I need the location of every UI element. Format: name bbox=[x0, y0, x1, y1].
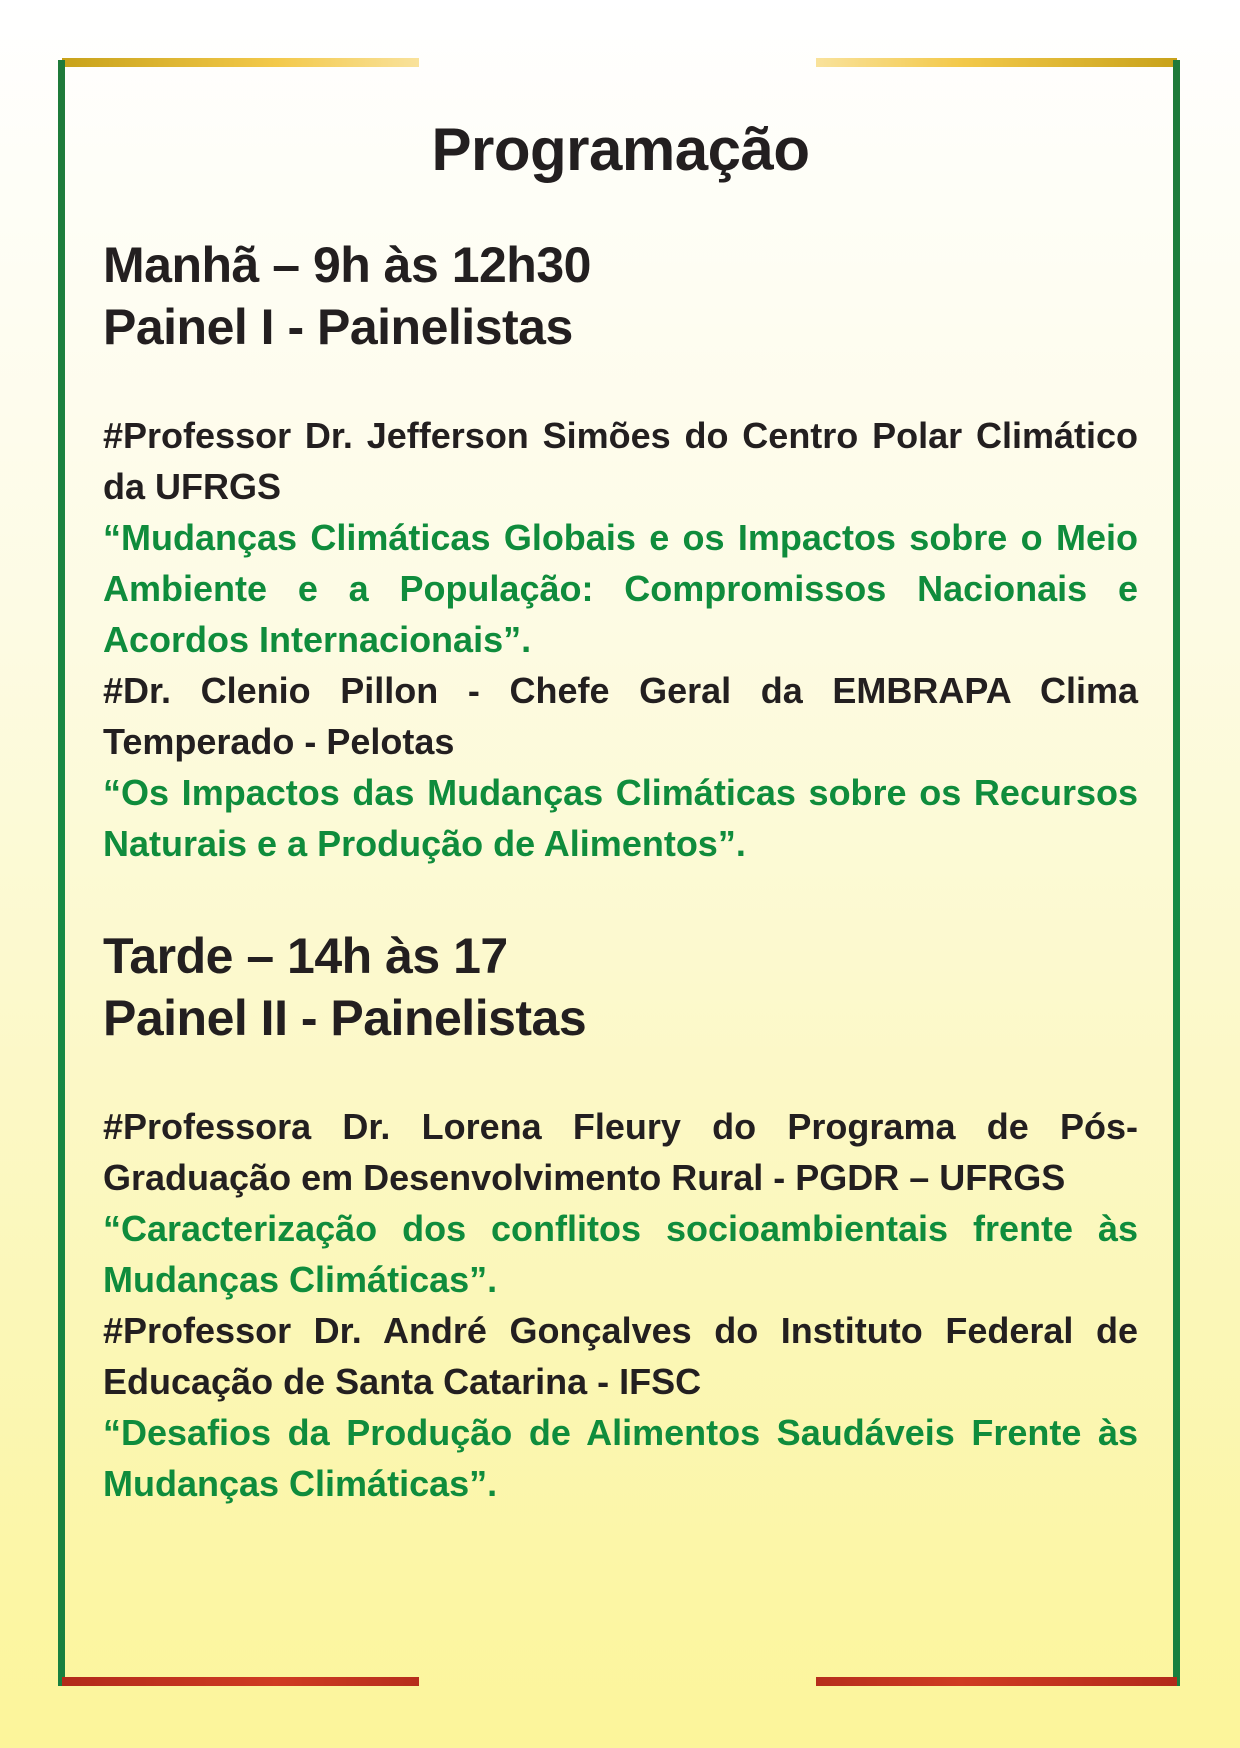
program-content bbox=[103, 108, 1138, 1509]
afternoon-panel: Painel II - Painelistas bbox=[103, 990, 587, 1046]
frame-left-border bbox=[58, 60, 65, 1686]
morning-time: Manhã – 9h às 12h30 bbox=[103, 237, 591, 293]
frame-top-right-bar bbox=[816, 58, 1177, 67]
morning-panel: Painel I - Painelistas bbox=[103, 299, 573, 355]
afternoon-speakers bbox=[103, 1101, 1138, 1509]
speaker-entry: #Professor Dr. Jefferson Simões do Centro Polar Climático da UFRGS bbox=[103, 415, 1138, 507]
afternoon-time: Tarde – 14h às 17 bbox=[103, 928, 508, 984]
talk-title: “Caracterização dos conflitos socioambientais frente às Mudanças Climáticas”. bbox=[103, 1208, 1138, 1300]
frame-bottom-right-bar bbox=[816, 1677, 1177, 1686]
afternoon-session bbox=[103, 925, 1138, 1509]
talk-title: “Mudanças Climáticas Globais e os Impactos sobre o Meio Ambiente e a População: Compromissos Nacionais e Acordos Internacionais”. bbox=[103, 517, 1138, 660]
frame-top-left-bar bbox=[62, 58, 419, 67]
page-title: Programação bbox=[431, 116, 810, 183]
frame-bottom-left-bar bbox=[62, 1677, 419, 1686]
speaker-entry: #Professora Dr. Lorena Fleury do Programa de Pós-Graduação em Desenvolvimento Rural - PGDR – UFRGS bbox=[103, 1106, 1138, 1198]
speaker-entry: #Professor Dr. André Gonçalves do Instituto Federal de Educação de Santa Catarina - IFSC bbox=[103, 1310, 1138, 1402]
speaker-entry: #Dr. Clenio Pillon - Chefe Geral da EMBRAPA Clima Temperado - Pelotas bbox=[103, 670, 1138, 762]
talk-title: “Desafios da Produção de Alimentos Saudáveis Frente às Mudanças Climáticas”. bbox=[103, 1412, 1138, 1504]
morning-session bbox=[103, 234, 1138, 869]
morning-speakers bbox=[103, 410, 1138, 869]
talk-title: “Os Impactos das Mudanças Climáticas sobre os Recursos Naturais e a Produção de Alimentos”. bbox=[103, 772, 1138, 864]
frame-right-border bbox=[1173, 60, 1180, 1686]
